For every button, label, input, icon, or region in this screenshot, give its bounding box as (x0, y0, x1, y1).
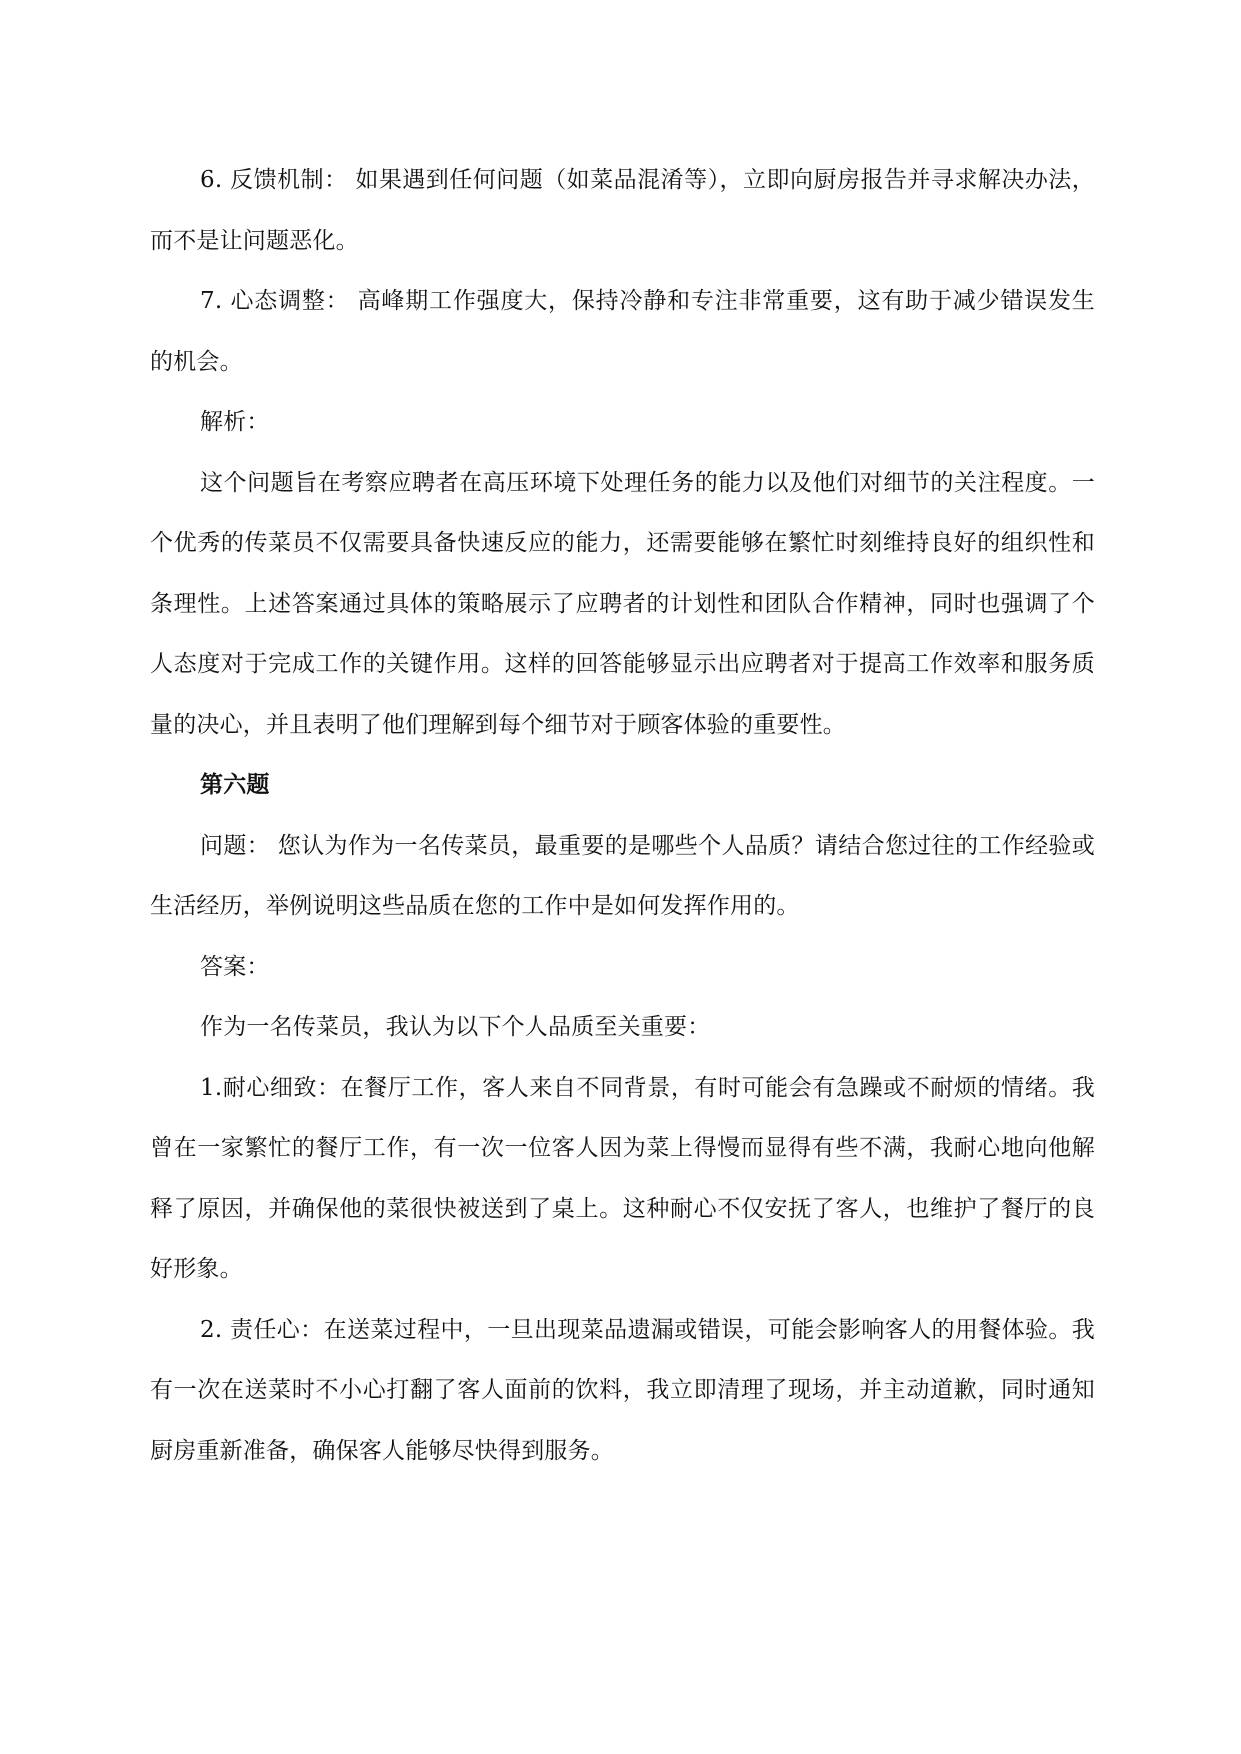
paragraph-patience: 1.耐心细致：在餐厅工作，客人来自不同背景，有时可能会有急躁或不耐烦的情绪。我曾在一家繁忙的餐厅工作，有一次一位客人因为菜上得慢而显得有些不满，我耐心地向他解释了原因，并确保他的菜很快被送到了桌上。这种耐心不仅安抚了客人，也维护了餐厅的良好形象。 (150, 1074, 1095, 1282)
paragraph-responsibility: 2. 责任心：在送菜过程中，一旦出现菜品遗漏或错误，可能会影响客人的用餐体验。我有一次在送菜时不小心打翻了客人面前的饮料，我立即清理了现场，并主动道歉，同时通知厨房重新准备，确保客人能够尽快得到服务。 (150, 1316, 1095, 1464)
paragraph-feedback-mechanism: 6. 反馈机制： 如果遇到任何问题（如菜品混淆等），立即向厨房报告并寻求解决办法，而不是让问题恶化。 (150, 167, 1095, 254)
paragraph-answer-intro: 作为一名传菜员，我认为以下个人品质至关重要： (200, 1014, 711, 1040)
paragraph-mindset-adjustment: 7. 心态调整： 高峰期工作强度大，保持冷静和专注非常重要，这有助于减少错误发生的机会。 (150, 288, 1095, 375)
paragraph-analysis-label: 解析： (200, 409, 270, 435)
paragraph-analysis-text: 这个问题旨在考察应聘者在高压环境下处理任务的能力以及他们对细节的关注程度。一个优秀的传菜员不仅需要具备快速反应的能力，还需要能够在繁忙时刻维持良好的组织性和条理性。上述答案通过具体的策略展示了应聘者的计划性和团队合作精神，同时也强调了个人态度对于完成工作的关键作用。这样的回答能够显示出应聘者对于提高工作效率和服务质量的决心，并且表明了他们理解到每个细节对于顾客体验的重要性。 (150, 469, 1095, 738)
document-body (150, 150, 1095, 1481)
paragraph-question: 问题： 您认为作为一名传菜员，最重要的是哪些个人品质？请结合您过往的工作经验或生活经历，举例说明这些品质在您的工作中是如何发挥作用的。 (150, 832, 1095, 919)
paragraph-answer-label: 答案： (200, 953, 270, 980)
question-six-heading: 第六题 (200, 771, 270, 798)
